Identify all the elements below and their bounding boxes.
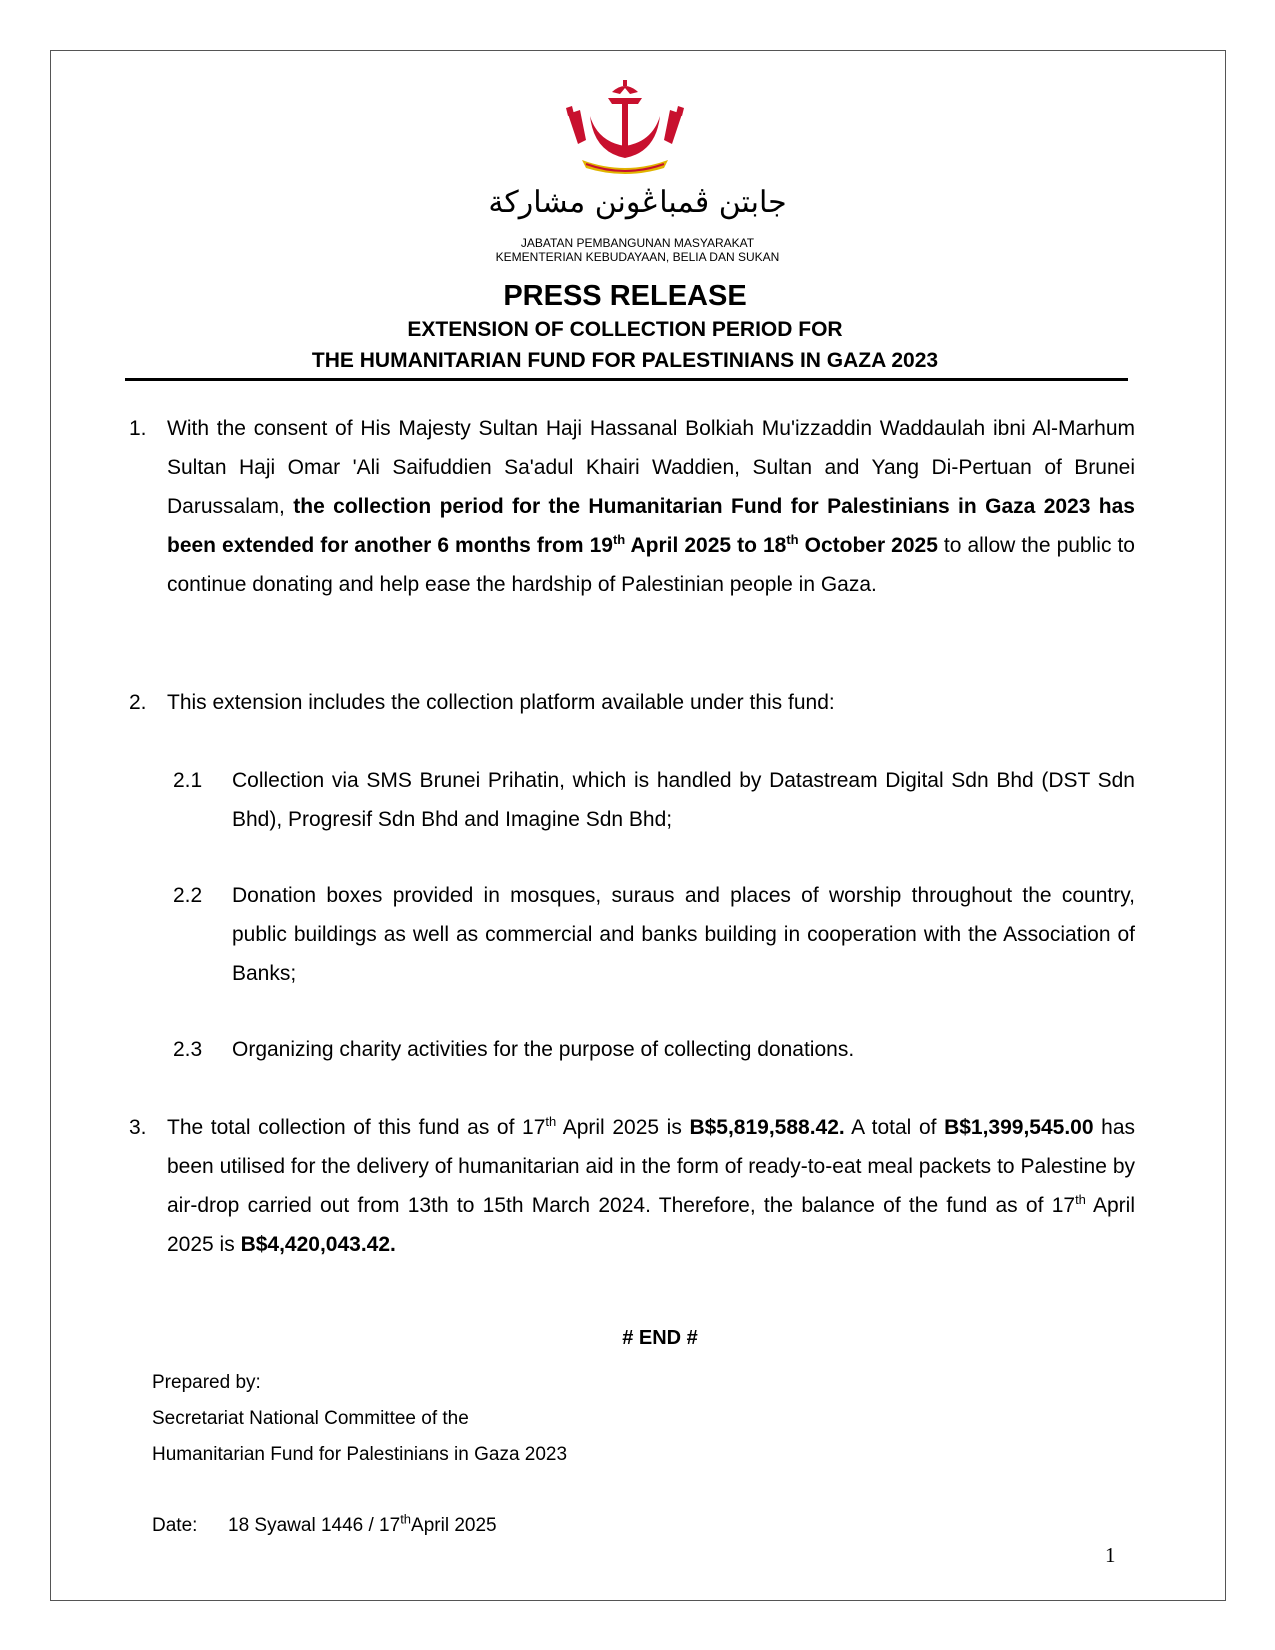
paragraph-3-text: A total of xyxy=(844,1116,945,1139)
paragraph-1-intro: With the consent of His Majesty Sultan Haji Hassanal Bolkiah Mu'izzaddin Waddaulah ibni Al-Marhum Sultan Haji Omar 'Ali Saifuddien Sa'adul Khairi Waddien, Sultan and Yang Di-Pertuan of Brunei Darussalam, xyxy=(167,417,1135,518)
ministry-name: KEMENTERIAN KEBUDAYAAN, BELIA DAN SUKAN xyxy=(495,250,780,264)
subtitle-line-1: EXTENSION OF COLLECTION PERIOD FOR xyxy=(407,318,843,341)
title-divider xyxy=(125,378,1128,381)
sub-item-number: 2.1 xyxy=(173,769,203,792)
paragraph-3-sup: th xyxy=(1075,1192,1086,1207)
page-number: 1 xyxy=(1105,1543,1116,1567)
end-marker: # END # xyxy=(622,1327,698,1349)
subtitle-line-2: THE HUMANITARIAN FUND FOR PALESTINIANS IN GAZA 2023 xyxy=(311,349,939,372)
paragraph-3-text: The total collection of this fund as of 17 xyxy=(167,1116,546,1139)
paragraph-1-bold-b: April 2025 to 18 xyxy=(625,534,787,557)
paragraph-1 xyxy=(167,409,1135,604)
paragraph-3 xyxy=(167,1108,1135,1264)
brunei-crest-logo xyxy=(560,80,690,180)
date-label: Date: xyxy=(152,1515,198,1536)
paragraph-1-tail: to allow the public to continue donating and help ease the hardship of Palestinian people in Gaza. xyxy=(167,534,1135,596)
sub-item-text: Collection via SMS Brunei Prihatin, which is handled by Datastream Digital Sdn Bhd (DST Sdn Bhd), Progresif Sdn Bhd and Imagine Sdn Bhd; xyxy=(232,769,1135,831)
paragraph-3-text: April 2025 is xyxy=(167,1194,1136,1256)
date-gregorian: April 2025 xyxy=(411,1515,497,1536)
paragraph-1-sup-a: th xyxy=(612,532,626,547)
paragraph-3-text: April 2025 is xyxy=(556,1116,690,1139)
paragraph-2: This extension includes the collection platform available under this fund: xyxy=(167,691,835,714)
department-jawi-name: جابتن ڤمباڠونن مشاركة xyxy=(488,185,787,220)
press-release-title: PRESS RELEASE xyxy=(503,280,747,312)
paragraph-1-bold-c: October 2025 xyxy=(798,534,938,557)
date-value xyxy=(228,1511,497,1538)
sub-item-text: Donation boxes provided in mosques, suraus and places of worship throughout the country, public buildings as well as commercial and banks building in cooperation with the Association of Banks; xyxy=(232,884,1135,985)
date-hijri: 18 Syawal 1446 / 17 xyxy=(228,1515,401,1536)
sub-item-number: 2.2 xyxy=(173,884,203,907)
paragraph-3-text: has been utilised for the delivery of humanitarian aid in the form of ready-to-eat meal packets to Palestine by air-drop carried out from 13th to 15th March 2024. Therefore, the balance of the fund as of 17 xyxy=(167,1116,1136,1217)
total-collection-amount: B$5,819,588.42. xyxy=(689,1116,845,1139)
paragraph-1-bold-a: the collection period for the Humanitarian Fund for Palestinians in Gaza 2023 has been extended for another 6 months from 19 xyxy=(167,495,1135,557)
paragraph-3-number: 3. xyxy=(129,1116,147,1139)
prepared-by-line-1: Secretariat National Committee of the xyxy=(152,1408,469,1429)
prepared-by-label: Prepared by: xyxy=(152,1372,261,1393)
utilised-amount: B$1,399,545.00 xyxy=(944,1116,1094,1139)
paragraph-1-sup-b: th xyxy=(786,532,799,547)
date-sup: th xyxy=(400,1511,412,1527)
paragraph-3-sup: th xyxy=(545,1114,557,1129)
sub-item-number: 2.3 xyxy=(173,1038,203,1061)
balance-amount: B$4,420,043.42. xyxy=(240,1233,396,1256)
department-name: JABATAN PEMBANGUNAN MASYARAKAT xyxy=(520,236,755,250)
paragraph-1-number: 1. xyxy=(129,417,147,440)
paragraph-2-number: 2. xyxy=(129,691,147,714)
sub-item-text: Organizing charity activities for the purpose of collecting donations. xyxy=(232,1038,855,1061)
prepared-by-line-2: Humanitarian Fund for Palestinians in Gaza 2023 xyxy=(152,1444,568,1465)
